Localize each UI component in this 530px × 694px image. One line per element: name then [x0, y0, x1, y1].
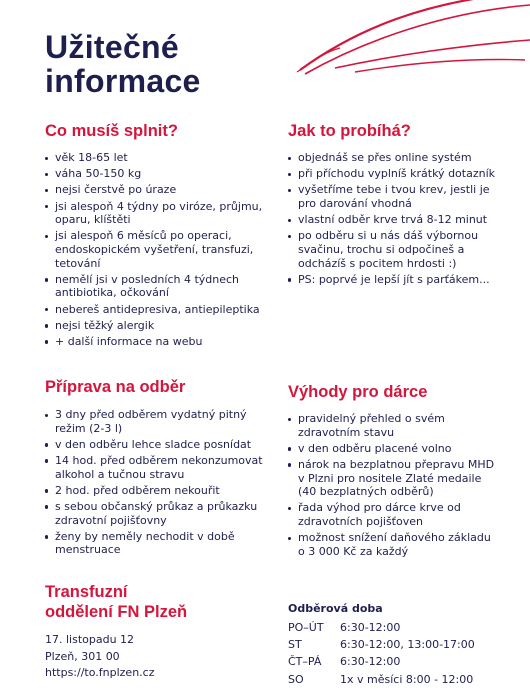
list-item: pravidelný přehled o svém zdravotním stavu	[288, 412, 500, 439]
hours-row	[288, 671, 475, 688]
list-item: nejsi čerstvě po úraze	[45, 183, 275, 197]
list-item: nebereš antidepresiva, antiepileptika	[45, 303, 275, 317]
list-item: možnost snížení daňového základu o 3 000 Kč za každý	[288, 531, 500, 558]
list-item: vlastní odběr krve trvá 8-12 minut	[288, 213, 503, 227]
list-item: 14 hod. před odběrem nekonzumovat alkohol a tučnou stravu	[45, 454, 277, 481]
list-item: nejsi těžký alergik	[45, 319, 275, 333]
list-item: při příchodu vyplníš krátký dotazník	[288, 167, 503, 181]
process-list	[288, 151, 503, 289]
list-item: s sebou občanský průkaz a průkazku zdravotní pojišťovny	[45, 500, 277, 527]
hours-day: ČT–PÁ	[288, 655, 322, 669]
list-item: vyšetříme tebe i tvou krev, jestli je pro darování vhodná	[288, 183, 503, 210]
page-title: Užitečné informace	[45, 29, 201, 99]
hours-time: 6:30-12:00	[340, 655, 401, 669]
process-heading: Jak to probíhá?	[288, 122, 411, 140]
hours-heading: Odběrová doba	[288, 602, 383, 615]
list-item: jsi alespoň 6 měsíců po operaci, endoskopickém vyšetření, transfuzi, tetování	[45, 229, 275, 270]
hours-time: 6:30-12:00	[340, 621, 401, 634]
hours-row	[288, 636, 475, 653]
benefits-list	[288, 412, 500, 561]
hours-day: SO	[288, 672, 304, 686]
hours-day: ST	[288, 638, 302, 652]
address-block	[45, 632, 155, 682]
address-street: 17. listopadu 12	[45, 633, 135, 646]
hours-day: PO–ÚT	[288, 621, 324, 634]
list-item: váha 50-150 kg	[45, 167, 275, 181]
list-item: v den odběru lehce sladce posnídat	[45, 438, 277, 452]
list-item: objednáš se přes online systém	[288, 151, 503, 165]
contact-heading: Transfuzní oddělení FN Plzeň	[45, 583, 188, 621]
website-link[interactable]: https://to.fnplzen.cz	[45, 666, 155, 679]
list-item: PS: poprvé je lepší jít s parťákem...	[288, 273, 503, 287]
list-item: nárok na bezplatnou přepravu MHD v Plzni pro nositele Zlaté medaile (40 bezplatných odběrů)	[288, 458, 500, 499]
preparation-heading: Příprava na odběr	[45, 378, 186, 396]
preparation-list	[45, 408, 277, 560]
list-item: 3 dny před odběrem vydatný pitný režim (2-3 l)	[45, 408, 277, 435]
decorative-swoosh	[295, 0, 530, 80]
requirements-heading: Co musíš splnit?	[45, 122, 178, 140]
hours-row	[288, 619, 475, 636]
list-item: věk 18-65 let	[45, 151, 275, 165]
list-item: v den odběru placené volno	[288, 442, 500, 456]
requirements-list	[45, 151, 275, 351]
list-item: po odběru si u nás dáš výbornou svačinu, trochu si odpočineš a odcházíš s pocitem hrdosti :)	[288, 229, 503, 270]
hours-row	[288, 653, 475, 670]
list-item: řada výhod pro dárce krve od zdravotních pojišťoven	[288, 501, 500, 528]
hours-time: 1x v měsíci 8:00 - 12:00	[340, 672, 474, 686]
hours-time: 6:30-12:00, 13:00-17:00	[340, 638, 475, 652]
hours-table	[288, 619, 475, 688]
list-item: 2 hod. před odběrem nekouřit	[45, 484, 277, 498]
benefits-heading: Výhody pro dárce	[288, 383, 428, 401]
address-city: Plzeň, 301 00	[45, 649, 120, 663]
list-item: nemělí jsi v posledních 4 týdnech antibiotika, očkování	[45, 273, 275, 300]
list-item: ženy by neměly nechodit v době menstruace	[45, 530, 277, 557]
list-item: + další informace na webu	[45, 335, 275, 349]
list-item: jsi alespoň 4 týdny po viróze, průjmu, oparu, klíštěti	[45, 200, 275, 227]
